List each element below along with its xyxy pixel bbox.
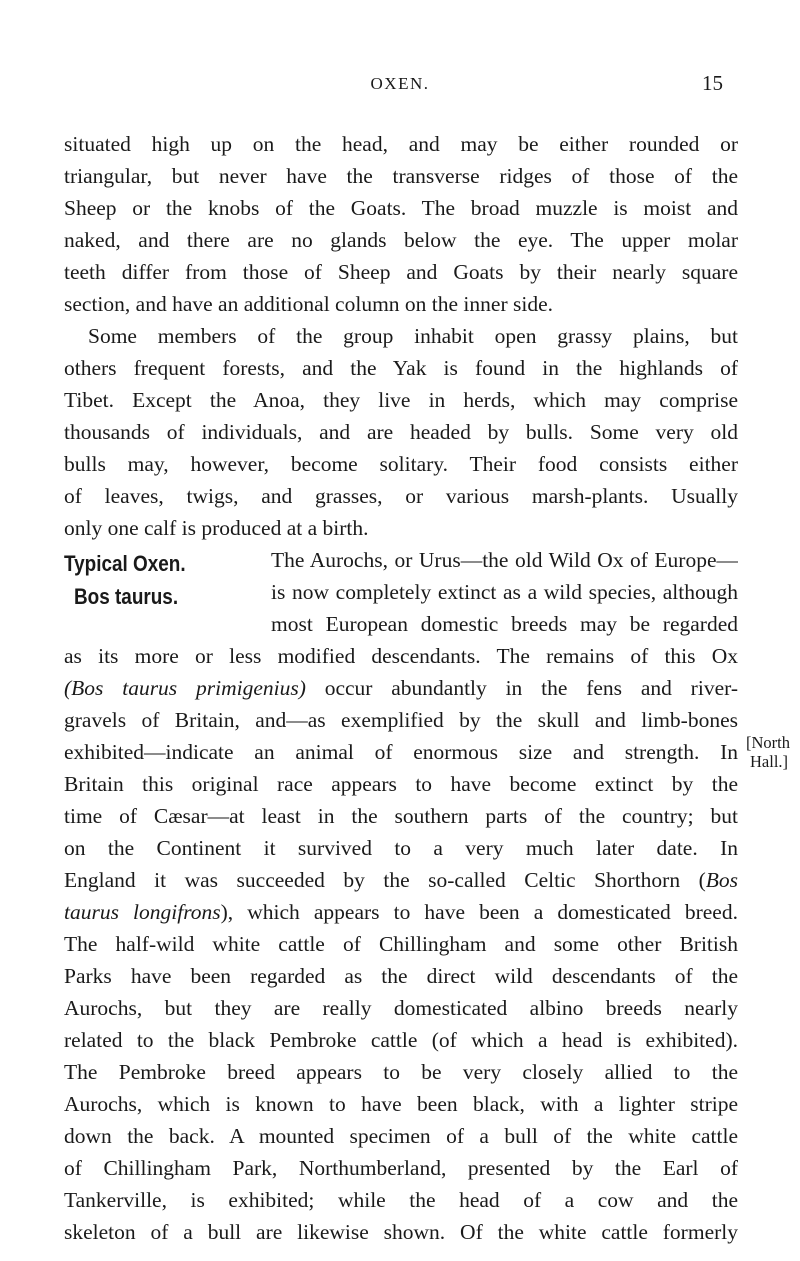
text-line: related to the black Pembroke cattle (of which a head is exhibited). bbox=[64, 1028, 738, 1052]
text-line: others frequent forests, and the Yak is found in the highlands of bbox=[64, 356, 738, 380]
text-line-italic-mixed: taurus longifrons), which appears to have been a domesticated breed. bbox=[64, 900, 738, 924]
text-line: triangular, but never have the transverse ridges of those of the bbox=[64, 164, 738, 188]
text-line: on the Continent it survived to a very much later date. In bbox=[64, 836, 738, 860]
text-line: of leaves, twigs, and grasses, or various marsh-plants. Usually bbox=[64, 484, 738, 508]
text-line-italic-mixed: (Bos taurus primigenius) occur abundantly in the fens and river- bbox=[64, 676, 738, 700]
text-line: Tibet. Except the Anoa, they live in herds, which may comprise bbox=[64, 388, 738, 412]
text-line: as its more or less modified descendants. The remains of this Ox bbox=[64, 644, 738, 668]
text-line: bulls may, however, become solitary. Their food consists either bbox=[64, 452, 738, 476]
text-line: Britain this original race appears to have become extinct by the bbox=[64, 772, 738, 796]
text-line: most European domestic breeds may be regarded bbox=[271, 612, 738, 636]
text-line: The half-wild white cattle of Chillingham and some other British bbox=[64, 932, 738, 956]
text-line: situated high up on the head, and may be either rounded or bbox=[64, 132, 738, 156]
text-line: skeleton of a bull are likewise shown. Of the white cattle formerly bbox=[64, 1220, 738, 1244]
text-line: naked, and there are no glands below the eye. The upper molar bbox=[64, 228, 738, 252]
side-heading-latin: Bos taurus. bbox=[74, 584, 179, 609]
text-line: Some members of the group inhabit open grassy plains, but bbox=[88, 324, 738, 348]
text-line: The Pembroke breed appears to be very closely allied to the bbox=[64, 1060, 738, 1084]
text-line-italic-mixed: England it was succeeded by the so-called Celtic Shorthorn (Bos bbox=[64, 868, 738, 892]
margin-note-line: Hall.] bbox=[750, 752, 789, 771]
text-line: Tankerville, is exhibited; while the head of a cow and the bbox=[64, 1188, 738, 1212]
text-line: section, and have an additional column on the inner side. bbox=[64, 292, 553, 316]
text-line: down the back. A mounted specimen of a bull of the white cattle bbox=[64, 1124, 738, 1148]
text-line: is now completely extinct as a wild species, although bbox=[271, 580, 738, 604]
page-number: 15 bbox=[702, 71, 723, 95]
text-line: teeth differ from those of Sheep and Goats by their nearly square bbox=[64, 260, 738, 284]
margin-note-line: [North bbox=[746, 733, 790, 752]
italic-term: (Bos taurus primigenius) bbox=[64, 676, 306, 700]
italic-term: taurus longifrons bbox=[64, 900, 221, 924]
header-title: OXEN. bbox=[370, 74, 430, 93]
italic-term: Bos bbox=[705, 868, 738, 892]
text-line: Aurochs, which is known to have been black, with a lighter stripe bbox=[64, 1092, 738, 1116]
text-line: Parks have been regarded as the direct wild descendants of the bbox=[64, 964, 738, 988]
text-line: only one calf is produced at a birth. bbox=[64, 516, 369, 540]
text-line: thousands of individuals, and are headed by bulls. Some very old bbox=[64, 420, 738, 444]
text-line: time of Cæsar—at least in the southern parts of the country; but bbox=[64, 804, 738, 828]
text-line: gravels of Britain, and—as exemplified by the skull and limb-bones bbox=[64, 708, 738, 732]
text-line: The Aurochs, or Urus—the old Wild Ox of Europe— bbox=[271, 548, 738, 572]
text-line: Aurochs, but they are really domesticated albino breeds nearly bbox=[64, 996, 738, 1020]
text-line: exhibited—indicate an animal of enormous size and strength. In bbox=[64, 740, 738, 764]
text-line: Sheep or the knobs of the Goats. The broad muzzle is moist and bbox=[64, 196, 738, 220]
text-line: of Chillingham Park, Northumberland, presented by the Earl of bbox=[64, 1156, 738, 1180]
side-heading-title: Typical Oxen. bbox=[64, 551, 186, 576]
